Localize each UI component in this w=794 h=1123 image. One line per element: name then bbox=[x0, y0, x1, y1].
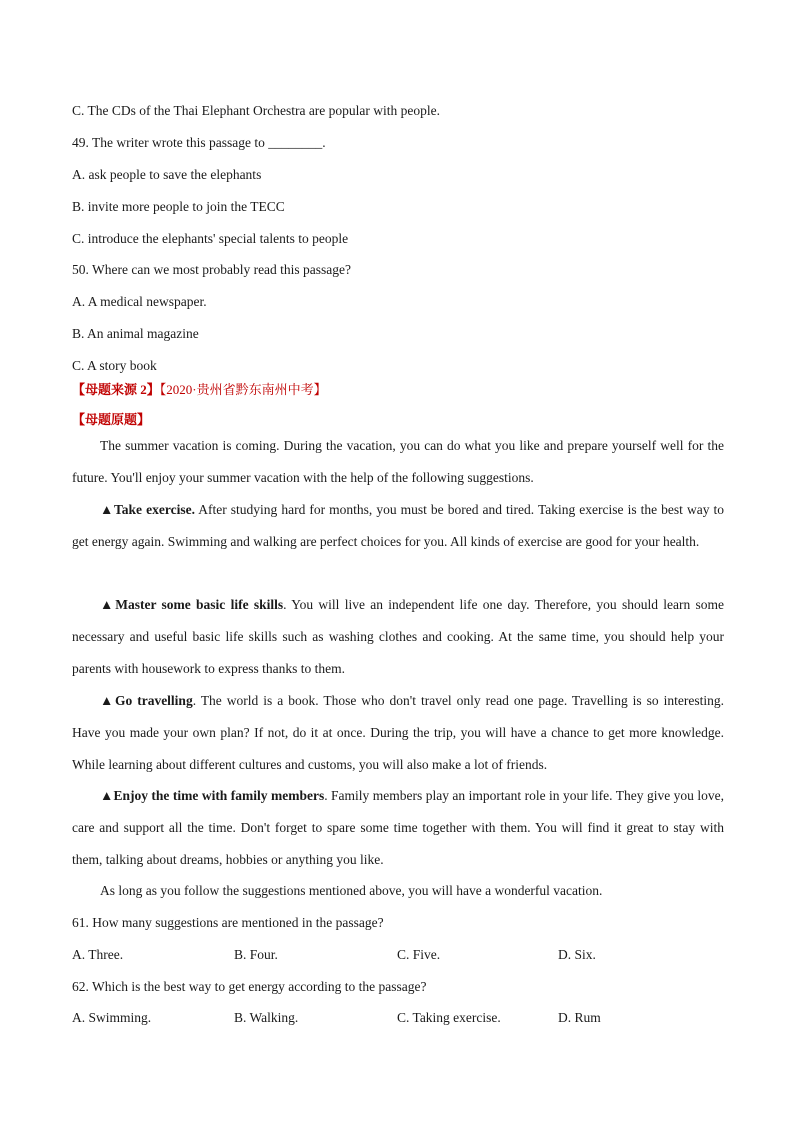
suggestion-text: After studying hard for months, you must be bored and tired. Taking exercise is the best way to get energy again. Swimming and walking are perfect choices for you. All kinds of exercise are good for your health. bbox=[72, 502, 724, 549]
suggestion-item bbox=[72, 589, 724, 684]
q50-question: 50. Where can we most probably read this passage? bbox=[72, 262, 352, 277]
original-question-label: 【母题原题】 bbox=[72, 412, 151, 427]
suggestion-heading: ▲Enjoy the time with family members bbox=[100, 788, 325, 803]
q62-option-b: B. Walking. bbox=[234, 1010, 299, 1025]
q62-question: 62. Which is the best way to get energy according to the passage? bbox=[72, 979, 427, 994]
q49-question: 49. The writer wrote this passage to ________. bbox=[72, 135, 326, 150]
source-detail: 【2020·贵州省黔东南州中考】 bbox=[159, 382, 327, 397]
suggestion-heading: ▲Take exercise. bbox=[100, 502, 195, 517]
suggestion-item bbox=[72, 685, 724, 780]
suggestion-text: . The world is a book. Those who don't travel only read one page. Travelling is so interesting. Have you made your own plan? If not, do it at once. During the trip, you will have a chance to get more knowledge. While learning about different cultures and customs, you will also make a lot of friends. bbox=[72, 693, 725, 772]
q62-option-c: C. Taking exercise. bbox=[397, 1010, 501, 1025]
q50-option-b: B. An animal magazine bbox=[72, 326, 199, 341]
suggestion-item bbox=[72, 494, 724, 558]
q50-option-a: A. A medical newspaper. bbox=[72, 294, 207, 309]
source-heading bbox=[72, 382, 327, 398]
q49-option-a: A. ask people to save the elephants bbox=[72, 167, 262, 182]
q49-option-c: C. introduce the elephants' special talents to people bbox=[72, 231, 349, 246]
suggestion-heading: ▲Go travelling bbox=[100, 693, 193, 708]
q50-option-c: C. A story book bbox=[72, 358, 157, 373]
source-label: 【母题来源 2】 bbox=[72, 382, 160, 397]
passage-conclusion bbox=[72, 875, 724, 907]
q61-question: 61. How many suggestions are mentioned in the passage? bbox=[72, 915, 384, 930]
suggestion-text: . Family members play an important role in your life. They give you love, care and support all the time. Don't forget to spare some time together with them. You will find it great to stay with them, talking about dreams, hobbies or anything you like. bbox=[72, 788, 724, 867]
q48-option-c: C. The CDs of the Thai Elephant Orchestra are popular with people. bbox=[72, 103, 441, 118]
q62-option-d: D. Rum bbox=[558, 1010, 601, 1025]
passage-intro-text: The summer vacation is coming. During the vacation, you can do what you like and prepare yourself well for the future. You'll enjoy your summer vacation with the help of the following suggestions. bbox=[72, 438, 724, 485]
q62-option-a: A. Swimming. bbox=[72, 1010, 152, 1025]
q61-option-b: B. Four. bbox=[234, 947, 278, 962]
suggestion-text: . You will live an independent life one day. Therefore, you should learn some necessary and useful basic life skills such as washing clothes and cooking. At the same time, you should help your parents with housework to express thanks to them. bbox=[72, 597, 724, 676]
q61-option-a: A. Three. bbox=[72, 947, 124, 962]
suggestion-heading: ▲Master some basic life skills bbox=[100, 597, 284, 612]
passage-intro bbox=[72, 430, 724, 494]
q61-option-d: D. Six. bbox=[558, 947, 596, 962]
q61-option-c: C. Five. bbox=[397, 947, 441, 962]
q49-option-b: B. invite more people to join the TECC bbox=[72, 199, 285, 214]
passage-conclusion-text: As long as you follow the suggestions mentioned above, you will have a wonderful vacation. bbox=[100, 883, 603, 898]
suggestion-item bbox=[72, 780, 724, 875]
